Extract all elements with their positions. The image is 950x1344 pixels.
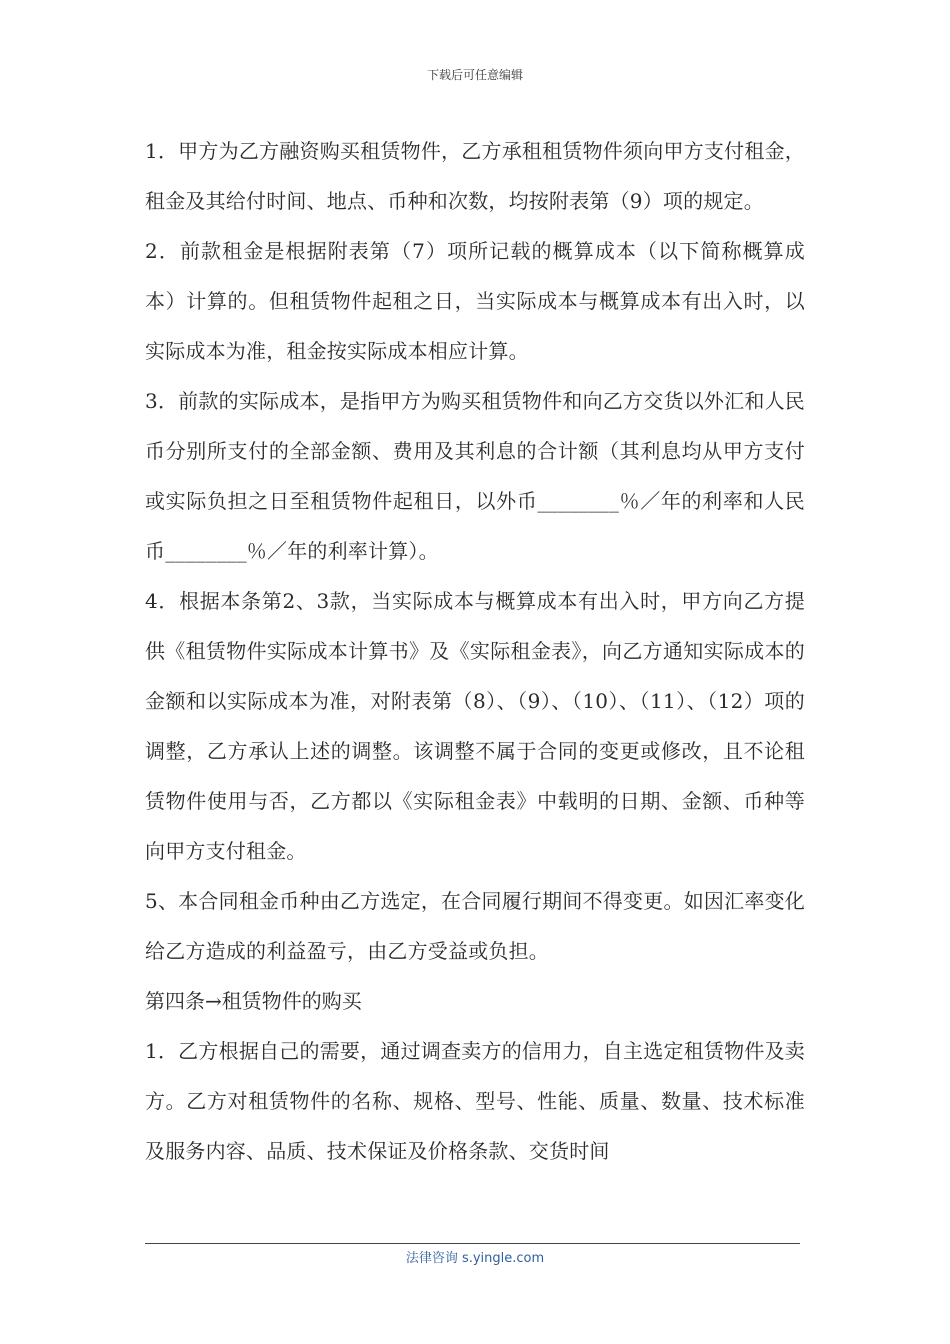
paragraph-2: 2．前款租金是根据附表第（7）项所记载的概算成本（以下简称概算成本）计算的。但租赁物件起租之日，当实际成本与概算成本有出入时，以实际成本为准，租金按实际成本相应计算。 [145,239,805,363]
page-header: 下载后可任意编辑 [426,68,523,82]
paragraph-1: 1．甲方为乙方融资购买租赁物件，乙方承租租赁物件须向甲方支付租金，租金及其给付时间、地点、币种和次数，均按附表第（9）项的规定。 [145,139,805,213]
paragraph-4: 4．根据本条第2、3款，当实际成本与概算成本有出入时，甲方向乙方提供《租赁物件实际成本计算书》及《实际租金表》，向乙方通知实际成本的金额和以实际成本为准，对附表第（8）、（9）、（10）、（11）、（12）项的调整，乙方承认上述的调整。该调整不属于合同的变更或修改，且不论租赁物件使用与否，乙方都以《实际租金表》中载明的日期、金额、币种等向甲方支付租金。 [145,589,805,863]
section-heading: 第四条→租赁物件的购买 [145,989,362,1013]
document-body [145,126,805,1176]
page-footer: 法律咨询 s.yingle.com [405,1251,545,1266]
paragraph-5: 5、本合同租金币种由乙方选定，在合同履行期间不得变更。如因汇率变化给乙方造成的利益盈亏，由乙方受益或负担。 [145,889,805,963]
footer-divider [145,1243,800,1244]
paragraph-3: 3．前款的实际成本，是指甲方为购买租赁物件和向乙方交货以外汇和人民币分别所支付的全部金额、费用及其利息的合计额（其利息均从甲方支付或实际负担之日至租赁物件起租日，以外币________％／年的利率和人民币________％／年的利率计算）。 [145,389,805,563]
paragraph-6: 1．乙方根据自己的需要，通过调查卖方的信用力，自主选定租赁物件及卖方。乙方对租赁物件的名称、规格、型号、性能、质量、数量、技术标准及服务内容、品质、技术保证及价格条款、交货时间 [145,1039,805,1163]
